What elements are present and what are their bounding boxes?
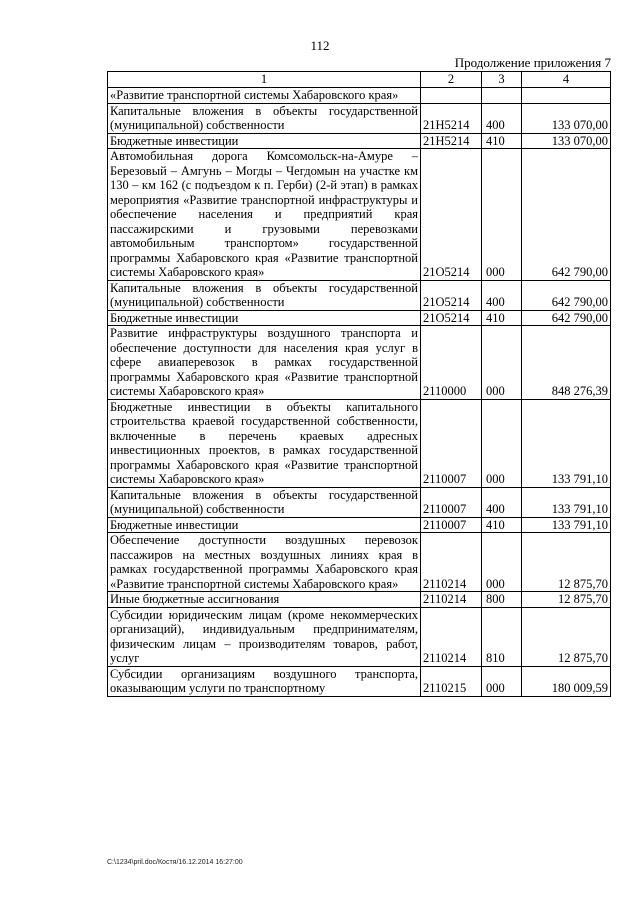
row-type-cell [482,88,522,104]
row-code-cell: 21Н5214 [421,133,482,149]
row-code-cell: 2110215 [421,666,482,696]
row-amount-cell: 642 790,00 [522,310,611,326]
header-cell-code: 2 [421,72,482,88]
budget-table [107,71,611,697]
row-code-cell: 2110214 [421,607,482,666]
row-name-cell: Субсидии организациям воздушного транспорта, оказывающим услуги по транспортному [108,666,421,696]
row-amount-cell: 12 875,70 [522,592,611,608]
row-code-cell: 2110214 [421,592,482,608]
row-code-cell: 2110007 [421,487,482,517]
table-row [108,310,611,326]
row-amount-cell: 133 791,10 [522,487,611,517]
header-row [108,72,611,88]
row-amount-cell: 12 875,70 [522,533,611,592]
table-row [108,133,611,149]
row-name-cell: Бюджетные инвестиции [108,517,421,533]
row-code-cell: 2110007 [421,517,482,533]
table-body [108,88,611,697]
table-row [108,88,611,104]
row-type-cell: 400 [482,103,522,133]
row-amount-cell: 133 791,10 [522,517,611,533]
row-code-cell: 2110000 [421,326,482,400]
row-type-cell: 410 [482,133,522,149]
row-code-cell: 21О5214 [421,310,482,326]
row-amount-cell: 133 791,10 [522,399,611,487]
row-type-cell: 400 [482,280,522,310]
table-row [108,592,611,608]
row-name-cell: Капитальные вложения в объекты государственной (муниципальной) собственности [108,487,421,517]
table-row [108,517,611,533]
row-name-cell: Бюджетные инвестиции в объекты капитального строительства краевой государственной собственности, включенные в перечень краевых адресных инвестиционных проектов, в рамках государственной программы Хабаровского края «Развитие транспортной системы Хабаровского края» [108,399,421,487]
row-name-cell: «Развитие транспортной системы Хабаровского края» [108,88,421,104]
file-path-footer: C:\1234\pril.doc/Костя/16.12.2014 16:27:00 [107,859,243,866]
row-amount-cell [522,88,611,104]
row-name-cell: Развитие инфраструктуры воздушного транспорта и обеспечение доступности для населения края услуг в сфере авиаперевозок в рамках государственной программы Хабаровского края «Развитие транспортной системы Хабаровского края» [108,326,421,400]
row-type-cell: 000 [482,326,522,400]
row-code-cell: 2110007 [421,399,482,487]
row-type-cell: 410 [482,310,522,326]
table-row [108,666,611,696]
row-name-cell: Капитальные вложения в объекты государственной (муниципальной) собственности [108,103,421,133]
row-code-cell: 21Н5214 [421,103,482,133]
header-cell-type: 3 [482,72,522,88]
row-type-cell: 000 [482,149,522,281]
page-number: 112 [310,38,330,53]
row-name-cell: Автомобильная дорога Комсомольск-на-Амуре – Березовый – Амгунь – Могды – Чегдомын на участке км 130 – км 162 (с подъездом к п. Герби) (2-й этап) в рамках мероприятия «Развитие транспортной инфраструктуры и обеспечение населения и предприятий края пассажирскими и грузовыми перевозками автомобильным транспортом» государственной программы Хабаровского края «Развитие транспортной системы Хабаровского края» [108,149,421,281]
row-type-cell: 000 [482,666,522,696]
row-amount-cell: 133 070,00 [522,103,611,133]
table-row [108,326,611,400]
row-name-cell: Капитальные вложения в объекты государственной (муниципальной) собственности [108,280,421,310]
row-code-cell: 21О5214 [421,280,482,310]
row-amount-cell: 133 070,00 [522,133,611,149]
row-amount-cell: 180 009,59 [522,666,611,696]
table-row [108,280,611,310]
row-code-cell [421,88,482,104]
table-row [108,487,611,517]
row-amount-cell: 848 276,39 [522,326,611,400]
row-type-cell: 800 [482,592,522,608]
row-code-cell: 2110214 [421,533,482,592]
table-row [108,399,611,487]
row-type-cell: 410 [482,517,522,533]
row-type-cell: 810 [482,607,522,666]
row-name-cell: Субсидии юридическим лицам (кроме некоммерческих организаций), индивидуальным предпринимателям, физическим лицам – производителям товаров, работ, услуг [108,607,421,666]
row-amount-cell: 642 790,00 [522,280,611,310]
row-amount-cell: 12 875,70 [522,607,611,666]
row-type-cell: 000 [482,533,522,592]
row-code-cell: 21О5214 [421,149,482,281]
row-name-cell: Бюджетные инвестиции [108,133,421,149]
header-cell-name: 1 [108,72,421,88]
header-cell-amount: 4 [522,72,611,88]
table-row [108,607,611,666]
row-type-cell: 000 [482,399,522,487]
table-row [108,103,611,133]
row-name-cell: Бюджетные инвестиции [108,310,421,326]
appendix-note: Продолжение приложения 7 [454,55,611,70]
row-amount-cell: 642 790,00 [522,149,611,281]
row-name-cell: Обеспечение доступности воздушных перевозок пассажиров на местных воздушных линиях края в рамках государственной программы Хабаровского края «Развитие транспортной системы Хабаровского края» [108,533,421,592]
row-name-cell: Иные бюджетные ассигнования [108,592,421,608]
table-row [108,149,611,281]
table-row [108,533,611,592]
row-type-cell: 400 [482,487,522,517]
